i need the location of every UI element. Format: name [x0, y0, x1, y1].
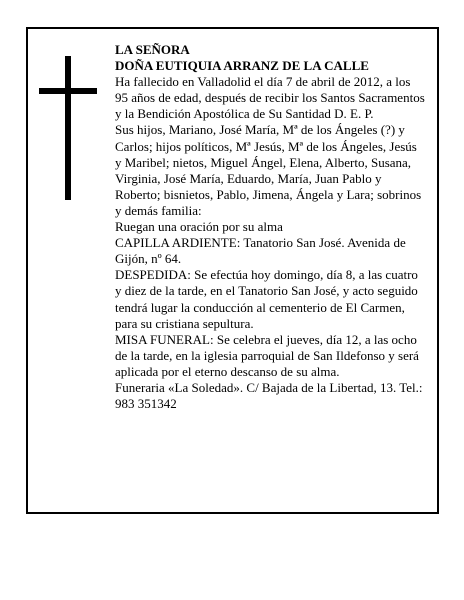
funeral-home-info: Funeraria «La Soledad». C/ Bajada de la Libertad, 13. Tel.: 983 351342 — [115, 379, 423, 412]
chapel-info: CAPILLA ARDIENTE: Tanatorio San José. Avenida de Gijón, nº 64. — [115, 235, 406, 267]
death-announcement: Ha fallecido en Valladolid el día 7 de abril de 2012, a los 95 años de edad, después de recibir los Santos Sacramentos y la Bendición Apostólica de Su Santidad D. E. P. — [115, 74, 425, 122]
notice-header: LA SEÑORA — [115, 42, 190, 57]
cross-icon — [39, 56, 97, 200]
cross-vertical-bar — [65, 56, 71, 200]
funeral-mass-info: MISA FUNERAL: Se celebra el jueves, día 12, a las ocho de la tarde, en la iglesia parroquial de San Ildefonso y será aplicada por el eterno descanso de su alma. — [115, 331, 419, 379]
obituary-notice — [26, 27, 439, 514]
prayer-request: Ruegan una oración por su alma — [115, 219, 283, 235]
cross-horizontal-bar — [39, 88, 97, 94]
deceased-name: DOÑA EUTIQUIA ARRANZ DE LA CALLE — [115, 58, 369, 74]
family-list: Sus hijos, Mariano, José María, Mª de los Ángeles (?) y Carlos; hijos políticos, Mª Jesús, Mª de los Ángeles, Jesús y Maribel; nietos, Miguel Ángel, Elena, Alberto, Susana, Virginia, José María, Eduardo, María, Juan Pablo y Roberto; bisnietos, Pablo, Jimena, Ángela y Lara; sobrinos y demás familia: — [115, 122, 422, 218]
farewell-info: DESPEDIDA: Se efectúa hoy domingo, día 8, a las cuatro y diez de la tarde, en el Tanatorio San José, y acto seguido tendrá lugar la conducción al cementerio de El Carmen, para su cristiana sepultura. — [115, 267, 418, 331]
notice-text — [115, 42, 425, 412]
